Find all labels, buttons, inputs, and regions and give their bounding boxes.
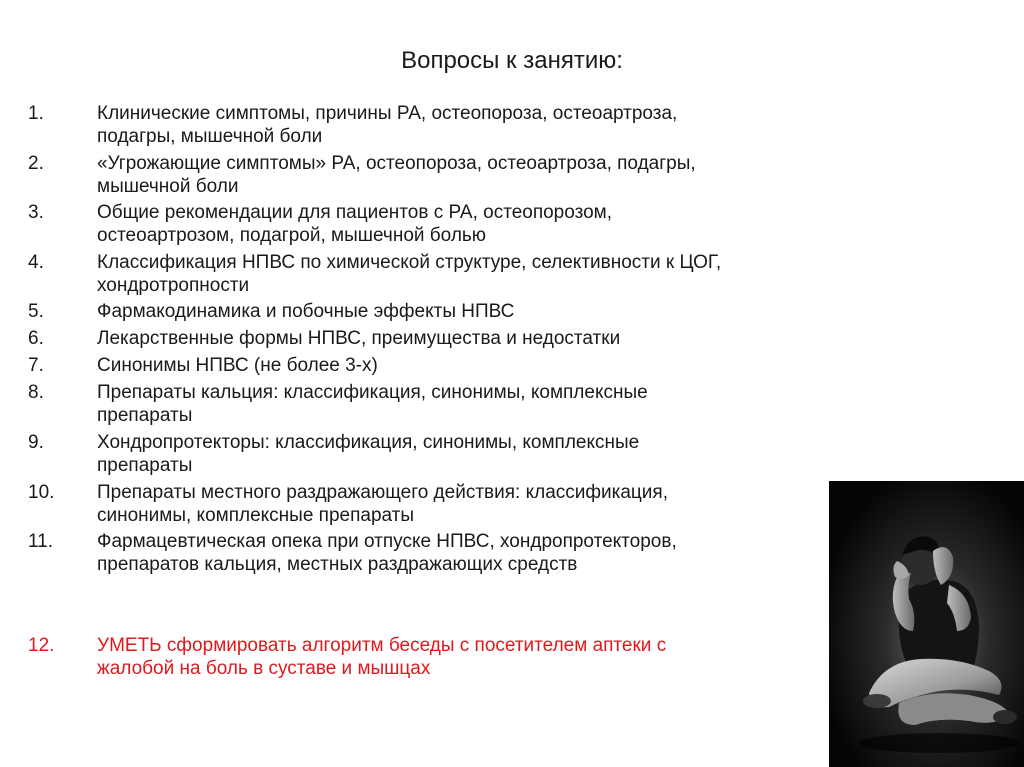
- list-item-line: Классификация НПВС по химической структуре, селективности к ЦОГ,: [97, 252, 722, 273]
- list-item-line: Фармацевтическая опека при отпуске НПВС, хондропротекторов,: [97, 531, 677, 552]
- list-item-number: 5.: [28, 301, 44, 322]
- list-item-line: «Угрожающие симптомы» РА, остеопороза, остеоартроза, подагры,: [97, 153, 696, 174]
- list-item-line: Препараты кальция: классификация, синонимы, комплексные: [97, 382, 648, 403]
- list-item-line: Общие рекомендации для пациентов с РА, остеопорозом,: [97, 202, 613, 223]
- list-item-line: Синонимы НПВС (не более 3-х): [97, 355, 378, 376]
- list-item-number: 2.: [28, 153, 44, 174]
- list-item-number: 12.: [28, 635, 55, 656]
- man-in-pain-photo: [829, 481, 1024, 767]
- list-item-number: 3.: [28, 202, 44, 223]
- list-item-line: препаратов кальция, местных раздражающих средств: [97, 554, 578, 575]
- list-item-text: [97, 431, 817, 477]
- list-item-text: [97, 530, 817, 576]
- list-item-line: жалобой на боль в суставе и мышцах: [97, 658, 431, 679]
- list-item-line: препараты: [97, 405, 193, 426]
- list-item-line: остеоартрозом, подагрой, мышечной болью: [97, 225, 487, 246]
- list-item-text: [97, 634, 817, 680]
- list-item-line: хондротропности: [97, 275, 250, 296]
- sitting-man-illustration: [829, 481, 1024, 767]
- list-item-number: 4.: [28, 252, 44, 273]
- list-item-number: 8.: [28, 382, 44, 403]
- list-item-line: подагры, мышечной боли: [97, 126, 323, 147]
- page-title: Вопросы к занятию:: [401, 47, 623, 74]
- list-item-text: [97, 201, 817, 247]
- list-item-line: УМЕТЬ сформировать алгоритм беседы с посетителем аптеки с: [97, 635, 667, 656]
- list-item-number: 6.: [28, 328, 44, 349]
- list-item-text: [97, 481, 817, 527]
- list-item-line: Хондропротекторы: классификация, синонимы, комплексные: [97, 432, 640, 453]
- list-item-line: препараты: [97, 455, 193, 476]
- list-item-line: синонимы, комплексные препараты: [97, 505, 415, 526]
- list-item-line: Фармакодинамика и побочные эффекты НПВС: [97, 301, 515, 322]
- list-item-number: 7.: [28, 355, 44, 376]
- list-item-number: 11.: [28, 531, 54, 552]
- list-item-line: мышечной боли: [97, 176, 239, 197]
- list-item-line: Препараты местного раздражающего действия: классификация,: [97, 482, 668, 503]
- list-item-number: 10.: [28, 482, 55, 503]
- list-item-text: [97, 354, 817, 377]
- list-item-text: [97, 102, 817, 148]
- list-item-number: 1.: [28, 103, 44, 124]
- list-item-text: [97, 251, 817, 297]
- list-item-line: Клинические симптомы, причины РА, остеопороза, остеоартроза,: [97, 103, 678, 124]
- list-item-number: 9.: [28, 432, 44, 453]
- list-item-text: [97, 381, 817, 427]
- list-item-text: [97, 327, 817, 350]
- list-item-text: [97, 152, 817, 198]
- list-item-line: Лекарственные формы НПВС, преимущества и недостатки: [97, 328, 621, 349]
- list-item-text: [97, 300, 817, 323]
